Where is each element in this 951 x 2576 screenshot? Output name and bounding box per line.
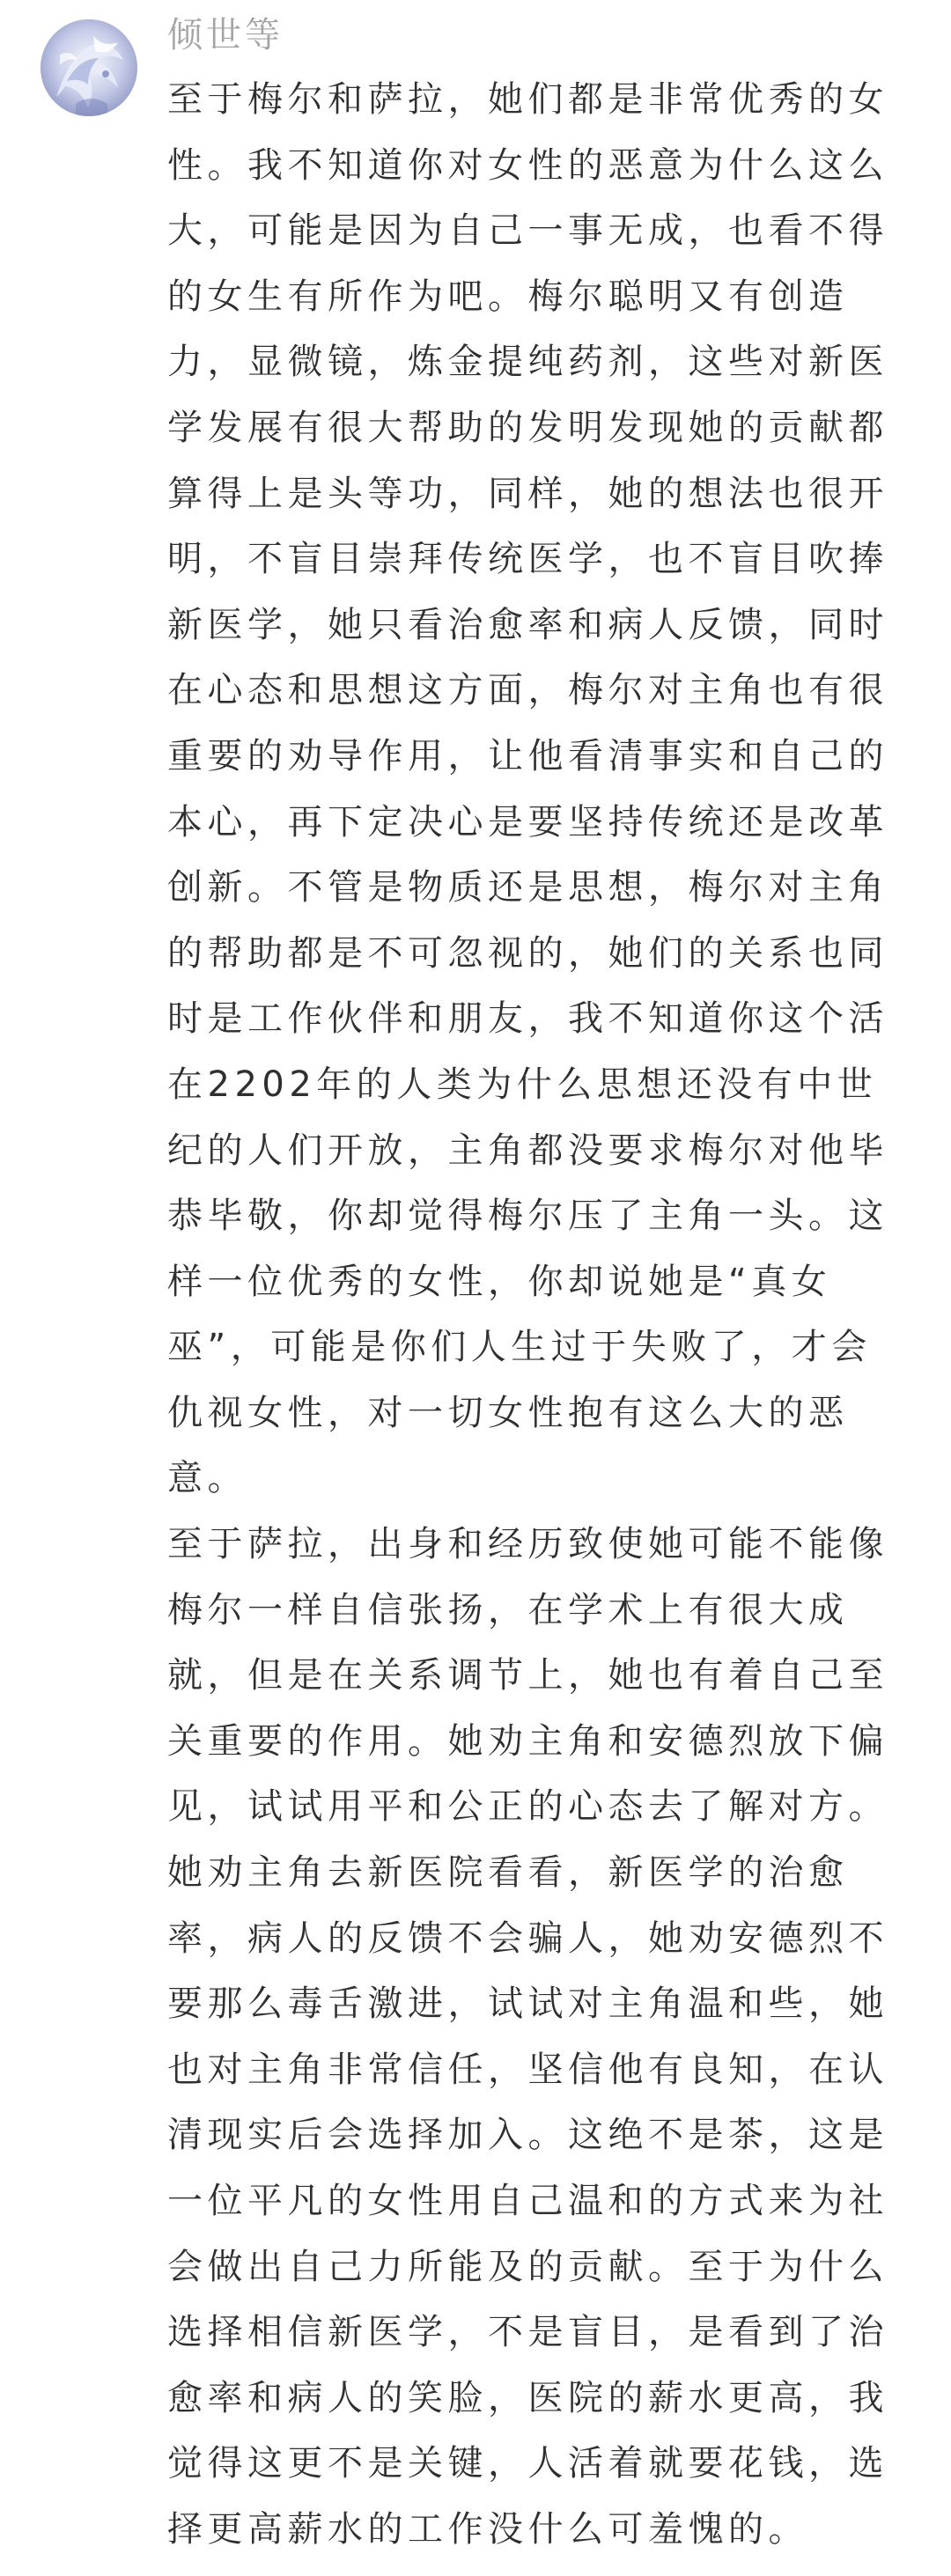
comment-body bbox=[167, 67, 898, 2563]
author-name[interactable]: 倾世等 bbox=[167, 15, 284, 55]
comment-paragraph-1: 至于梅尔和萨拉，她们都是非常优秀的女性。我不知道你对女性的恶意为什么这么大，可能是因为自己一事无成，也看不得的女生有所作为吧。梅尔聪明又有创造力，显微镜，炼金提纯药剂，这些对新医学发展有很大帮助的发明发现她的贡献都算得上是头等功，同样，她的想法也很开明，不盲目崇拜传统医学，也不盲目吹捧新医学，她只看治愈率和病人反馈，同时在心态和思想这方面，梅尔对主角也有很重要的劝导作用，让他看清事实和自己的本心，再下定决心是要坚持传统还是改革创新。不管是物质还是思想，梅尔对主角的帮助都是不可忽视的，她们的关系也同时是工作伙伴和朋友，我不知道你这个活在2202年的人类为什么思想还没有中世纪的人们开放，主角都没要求梅尔对他毕恭毕敬，你却觉得梅尔压了主角一头。这样一位优秀的女性，你却说她是“真女巫”，可能是你们人生过于失败了，才会仇视女性，对一切女性抱有这么大的恶意。 bbox=[167, 79, 888, 1499]
user-avatar[interactable] bbox=[41, 19, 137, 116]
comment-paragraph-2: 至于萨拉，出身和经历致使她可能不能像梅尔一样自信张扬，在学术上有很大成就，但是在关系调节上，她也有着自己至关重要的作用。她劝主角和安德烈放下偏见，试试用平和公正的心态去了解对方。她劝主角去新医院看看，新医学的治愈率，病人的反馈不会骗人，她劝安德烈不要那么毒舌激进，试试对主角温和些，她也对主角非常信任，坚信他有良知，在认清现实后会选择加入。这绝不是茶，这是一位平凡的女性用自己温和的方式来为社会做出自己力所能及的贡献。至于为什么选择相信新医学，不是盲目，是看到了治愈率和病人的笑脸，医院的薪水更高，我觉得这更不是关键，人活着就要花钱，选择更高薪水的工作没什么可羞愧的。 bbox=[167, 1524, 888, 2550]
avatar-image-icon bbox=[41, 19, 137, 116]
